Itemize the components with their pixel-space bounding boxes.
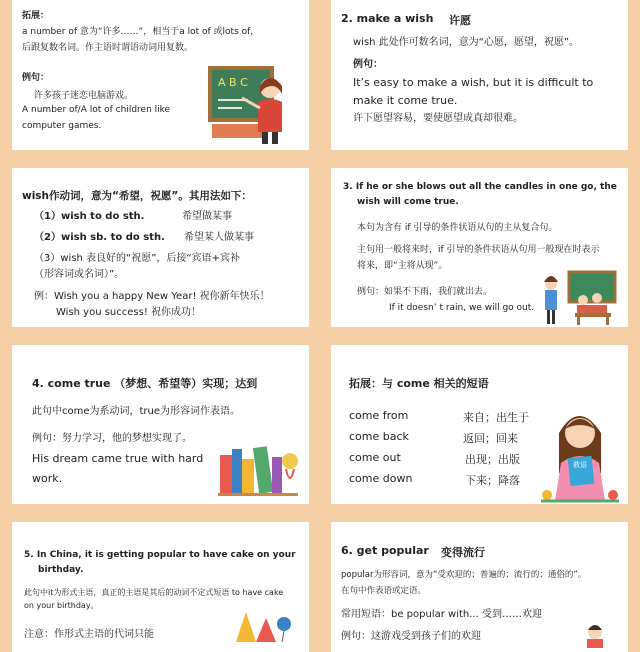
card8-line1: popular为形容词，意为“受欢迎的；普遍的；流行的；通俗的”。 — [341, 570, 587, 580]
card7-line2: on your birthday。 — [24, 601, 99, 610]
phrase-en: come from — [349, 409, 409, 422]
card-blow-candles — [331, 168, 628, 327]
card-get-popular — [331, 522, 628, 652]
card5-example-cn: 例句：努力学习，他的梦想实现了。 — [32, 433, 192, 444]
card4-example-en: If it doesn’ t rain, we will go out. — [389, 303, 535, 313]
phrase-en: come down — [349, 472, 413, 485]
card4-example-cn: 例句：如果不下雨，我们就出去。 — [357, 287, 493, 297]
card4-title2: wish will come true. — [357, 197, 459, 207]
card2-example-label: 例句： — [353, 59, 383, 70]
expand-label: 拓展： — [22, 11, 50, 21]
board-letters: A B C — [218, 76, 248, 89]
card4-line2: 主句用一般将来时，if 引导的条件状语从句用一般现在时表示 — [357, 245, 600, 255]
card1-example-cn: 许多孩子迷恋电脑游戏。 — [34, 91, 134, 101]
card-make-a-wish — [331, 0, 628, 150]
card3-item2-cn: 希望某人做某事 — [184, 232, 254, 243]
card1-example-en1: A number of/A lot of children like — [22, 105, 171, 115]
card8-phrase: 常用短语：be popular with... 受到……欢迎 — [341, 609, 542, 620]
card-a-number-of — [12, 0, 309, 150]
classroom-illustration — [539, 270, 619, 326]
card5-example-en2: work. — [32, 472, 63, 485]
card3-item3-line2: （形容词或名词）”。 — [34, 269, 125, 280]
card-come-true — [12, 345, 309, 504]
card3-title: wish作动词，意为“希望，祝愿”。其用法如下： — [22, 190, 252, 202]
card1-example-label: 例句： — [22, 73, 50, 83]
card8-line2: 在句中作表语或定语。 — [341, 586, 427, 596]
card2-example-cn: 许下愿望容易，要使愿望成真却很难。 — [353, 113, 523, 124]
card8-title-cn: 变得流行 — [441, 546, 485, 559]
card5-example-en1: His dream came true with hard — [32, 452, 204, 465]
card3-item2-en: （2）wish sb. to do sth. — [34, 232, 165, 243]
card8-example: 例句：这游戏受到孩子们的欢迎 — [341, 631, 481, 642]
card1-text2: 后跟复数名词。作主语时谓语动词用复数。 — [22, 43, 194, 53]
card1-text1: a number of 意为“许多……”，相当于a lot of 或lots of， — [22, 27, 260, 37]
party-illustration — [226, 604, 296, 644]
card4-line3: 将来，即“主将从现”。 — [357, 261, 448, 271]
card5-line1: 此句中come为系动词，true为形容词作表语。 — [32, 406, 241, 417]
books-illustration — [216, 439, 302, 497]
card-getting-popular — [12, 522, 309, 652]
card2-example-en1: It’s easy to make a wish, but it is difficult to — [353, 76, 594, 89]
card7-title1: 5. In China, it is getting popular to have cake on your — [24, 550, 296, 560]
card8-title: 6. get popular — [341, 544, 429, 557]
card2-title-cn: 许愿 — [449, 14, 471, 27]
card2-example-en2: make it come true. — [353, 94, 458, 107]
kid-illustration — [575, 622, 615, 648]
card7-note: 注意：作形式主语的代词只能 — [24, 629, 154, 640]
card7-line1: 此句中it为形式主语，真正的主语是其后的动词不定式短语 to have cake — [24, 588, 284, 597]
card3-item1-cn: 希望做某事 — [182, 211, 232, 222]
card6-title: 拓展：与 come 相关的短语 — [349, 377, 489, 390]
card2-title: 2. make a wish — [341, 12, 434, 25]
card7-title2: birthday. — [38, 565, 84, 575]
teacher-illustration — [208, 62, 292, 146]
girl-with-book-illustration — [537, 403, 623, 503]
card2-line1: wish 此处作可数名词，意为“心愿，愿望，祝愿”。 — [353, 37, 580, 48]
card-wish-verb — [12, 168, 309, 327]
phrase-cn: 下来；降落 — [465, 474, 520, 487]
card3-item3-line1: （3）wish 表良好的“祝愿”，后接“宾语+宾补 — [34, 253, 240, 264]
card5-title: 4. come true （梦想、希望等）实现；达到 — [32, 377, 258, 390]
card3-example1: 例：Wish you a happy New Year! 祝你新年快乐！ — [34, 291, 270, 302]
card4-line1: 本句为含有 if 引导的条件状语从句的主从复合句。 — [357, 223, 558, 233]
card4-title1: 3. If he or she blows out all the candles in one go, the — [343, 182, 617, 192]
phrase-cn: 返回；回来 — [463, 432, 518, 445]
book-label: 教语 — [573, 461, 587, 469]
card3-example2: Wish you success! 祝你成功！ — [56, 307, 202, 318]
phrase-cn: 来自；出生于 — [463, 411, 529, 424]
phrase-cn: 出现；出版 — [465, 453, 520, 466]
phrase-en: come out — [349, 451, 401, 464]
card1-example-en2: computer games. — [22, 121, 102, 131]
card3-item1-en: （1）wish to do sth. — [34, 211, 145, 222]
phrase-en: come back — [349, 430, 409, 443]
card-come-phrases — [331, 345, 628, 504]
